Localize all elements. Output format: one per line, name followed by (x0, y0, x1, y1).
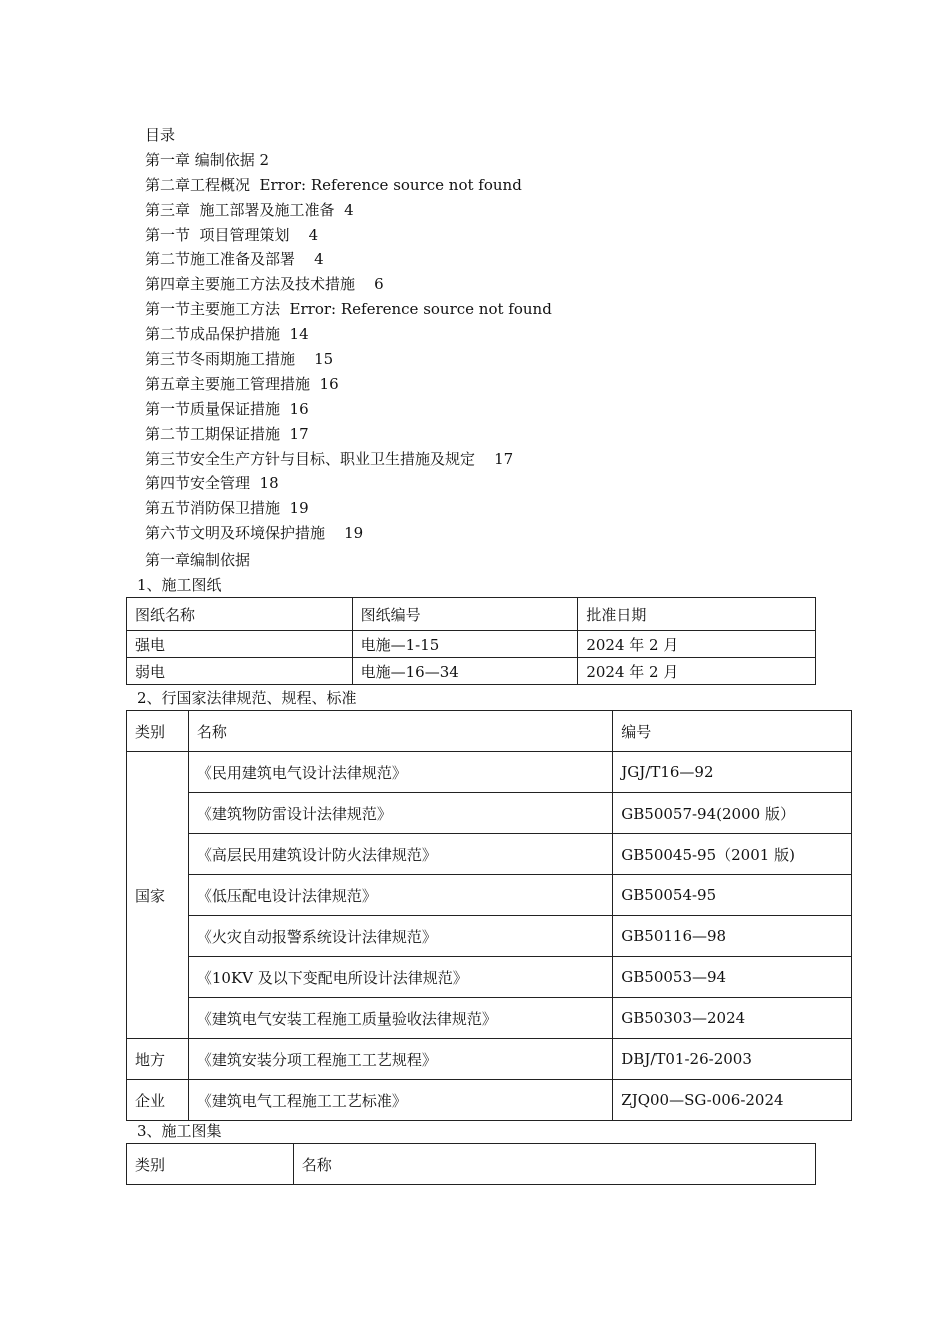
header-cell: 类别 (127, 711, 189, 752)
toc-entry: 第一节质量保证措施 16 (145, 399, 309, 418)
table-row (127, 957, 852, 998)
category-cell: 地方 (127, 1039, 189, 1080)
toc-entry: 第五章主要施工管理措施 16 (145, 374, 339, 393)
header-cell: 批准日期 (578, 598, 816, 631)
header-cell: 名称 (293, 1144, 815, 1185)
table-row (127, 834, 852, 875)
header-cell: 类别 (127, 1144, 294, 1185)
table-cell: 电施—1-15 (352, 631, 578, 658)
toc-title: 目录 (145, 126, 176, 144)
chapter-heading: 第一章编制依据 (145, 551, 251, 569)
toc-entry: 第二节成品保护措施 14 (145, 325, 309, 344)
table-row (127, 875, 852, 916)
table-cell: GB50053—94 (613, 957, 852, 998)
table-header-row (127, 1144, 816, 1185)
toc-entry: 第三节冬雨期施工措施 15 (145, 350, 334, 369)
table-cell: 2024 年 2 月 (578, 658, 816, 685)
table-cell: ZJQ00—SG-006-2024 (613, 1080, 852, 1121)
toc-entry: 第一节主要施工方法 Error: Reference source not found (145, 300, 552, 319)
header-cell: 图纸编号 (352, 598, 578, 631)
table-cell: GB50303—2024 (613, 998, 852, 1039)
table-cell: DBJ/T01-26-2003 (613, 1039, 852, 1080)
table-row (127, 1080, 852, 1121)
table-cell: 弱电 (127, 658, 353, 685)
toc-entry: 第二节工期保证措施 17 (145, 424, 309, 443)
table-of-contents (145, 123, 552, 546)
section-title-atlas: 3、施工图集 (137, 1122, 222, 1140)
table-cell: JGJ/T16—92 (613, 752, 852, 793)
table-cell: 《高层民用建筑设计防火法律规范》 (188, 834, 612, 875)
category-cell: 企业 (127, 1080, 189, 1121)
table-cell: 《建筑安装分项工程施工工艺规程》 (188, 1039, 612, 1080)
toc-entry: 第二章工程概况 Error: Reference source not found (145, 175, 522, 194)
drawings-table (126, 597, 816, 685)
toc-entry: 第一节 项目管理策划 4 (145, 225, 319, 244)
toc-entry: 第三章 施工部署及施工准备 4 (145, 200, 354, 219)
table-cell: 《建筑电气工程施工工艺标准》 (188, 1080, 612, 1121)
table-row (127, 998, 852, 1039)
standards-table (126, 710, 852, 1121)
table-cell: 《10KV 及以下变配电所设计法律规范》 (188, 957, 612, 998)
table-cell: GB50045-95（2001 版) (613, 834, 852, 875)
toc-entry: 第五节消防保卫措施 19 (145, 499, 309, 518)
toc-entry: 第四节安全管理 18 (145, 474, 279, 493)
table-header-row (127, 711, 852, 752)
toc-entry: 第六节文明及环境保护措施 19 (145, 524, 364, 543)
table-header-row (127, 598, 816, 631)
table-cell: 2024 年 2 月 (578, 631, 816, 658)
toc-entry: 第一章 编制依据 2 (145, 150, 270, 169)
table-cell: 《建筑电气安装工程施工质量验收法律规范》 (188, 998, 612, 1039)
table-cell: 强电 (127, 631, 353, 658)
category-cell: 国家 (127, 752, 189, 1039)
table-row (127, 658, 816, 685)
section-title-standards: 2、行国家法律规范、规程、标准 (137, 689, 357, 707)
header-cell: 编号 (613, 711, 852, 752)
table-row (127, 1039, 852, 1080)
table-cell: 电施—16—34 (352, 658, 578, 685)
header-cell: 名称 (188, 711, 612, 752)
toc-entry: 第二节施工准备及部署 4 (145, 250, 324, 269)
table-row (127, 916, 852, 957)
table-row (127, 631, 816, 658)
toc-entry: 第四章主要施工方法及技术措施 6 (145, 275, 384, 294)
table-cell: 《建筑物防雷设计法律规范》 (188, 793, 612, 834)
header-cell: 图纸名称 (127, 598, 353, 631)
table-cell: GB50054-95 (613, 875, 852, 916)
table-cell: 《民用建筑电气设计法律规范》 (188, 752, 612, 793)
section-title-drawings: 1、施工图纸 (137, 576, 222, 594)
table-cell: 《火灾自动报警系统设计法律规范》 (188, 916, 612, 957)
table-row (127, 793, 852, 834)
atlas-table (126, 1143, 816, 1185)
toc-entry: 第三节安全生产方针与目标、职业卫生措施及规定 17 (145, 449, 514, 468)
table-cell: GB50057-94(2000 版） (613, 793, 852, 834)
table-cell: 《低压配电设计法律规范》 (188, 875, 612, 916)
table-cell: GB50116—98 (613, 916, 852, 957)
table-row (127, 752, 852, 793)
